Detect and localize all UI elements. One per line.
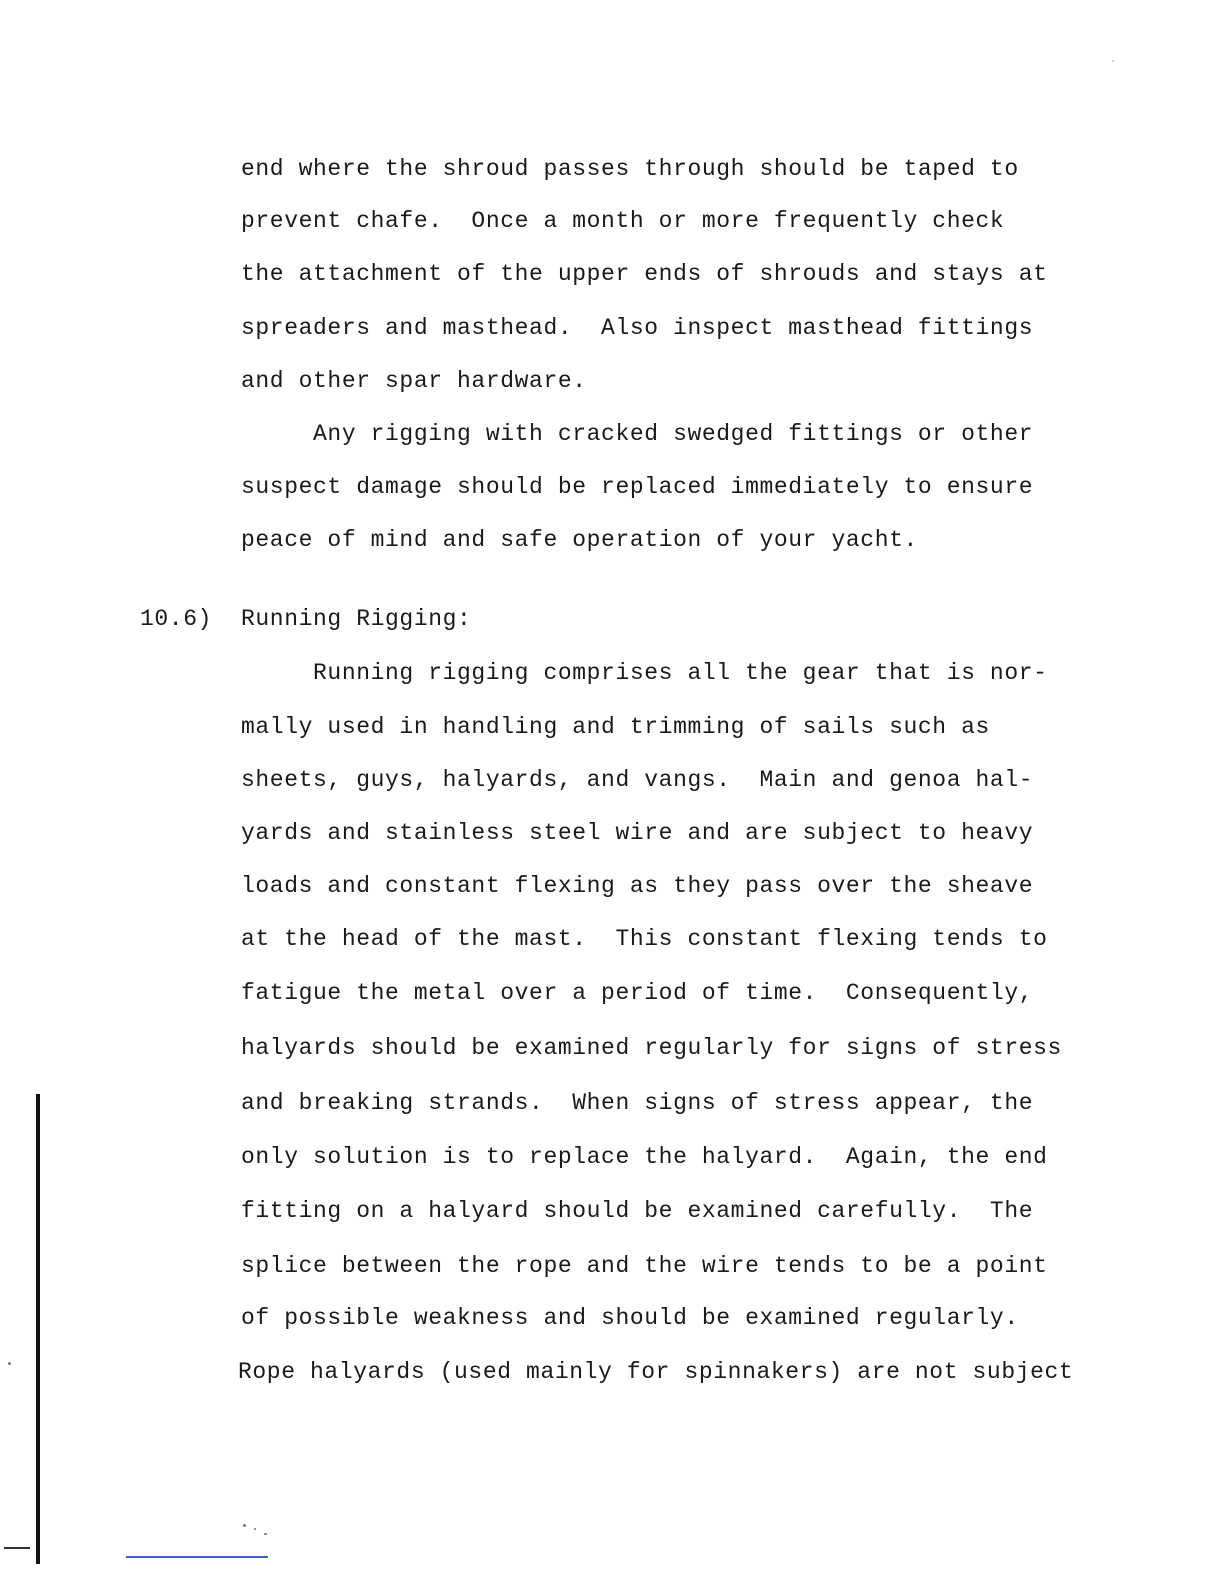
text-line: halyards should be examined regularly for signs of stress	[241, 1035, 1062, 1061]
text-line: peace of mind and safe operation of your yacht.	[241, 527, 918, 553]
text-line: spreaders and masthead. Also inspect masthead fittings	[241, 315, 1034, 341]
margin-tick	[4, 1547, 30, 1549]
text-line: end where the shroud passes through should be taped to	[241, 156, 1019, 182]
margin-bar	[36, 1094, 40, 1564]
scan-speck	[264, 1533, 267, 1535]
scan-speck	[254, 1528, 256, 1530]
text-line: sheets, guys, halyards, and vangs. Main and genoa hal-	[241, 767, 1034, 793]
text-line: and breaking strands. When signs of stress appear, the	[241, 1090, 1034, 1116]
text-line: suspect damage should be replaced immediately to ensure	[241, 474, 1034, 500]
text-line: Running rigging comprises all the gear that is nor-	[241, 660, 1048, 686]
text-line: Rope halyards (used mainly for spinnakers) are not subject	[238, 1359, 1074, 1385]
section-number: 10.6)	[140, 606, 213, 632]
scan-speck	[243, 1524, 246, 1527]
text-line: loads and constant flexing as they pass over the sheave	[241, 873, 1034, 899]
text-line: prevent chafe. Once a month or more frequently check	[241, 208, 1005, 234]
scan-speck	[8, 1362, 11, 1365]
footer-rule	[126, 1556, 268, 1558]
text-line: Any rigging with cracked swedged fittings or other	[241, 421, 1034, 447]
text-line: of possible weakness and should be examined regularly.	[241, 1305, 1019, 1331]
text-line: splice between the rope and the wire tends to be a point	[241, 1253, 1048, 1279]
text-line: yards and stainless steel wire and are subject to heavy	[241, 820, 1034, 846]
text-line: mally used in handling and trimming of sails such as	[241, 714, 990, 740]
text-line: fatigue the metal over a period of time. Consequently,	[241, 980, 1034, 1006]
text-line: and other spar hardware.	[241, 368, 587, 394]
text-line: fitting on a halyard should be examined carefully. The	[241, 1198, 1034, 1224]
scan-speck	[1112, 60, 1114, 62]
text-line: only solution is to replace the halyard. Again, the end	[241, 1144, 1048, 1170]
text-line: the attachment of the upper ends of shrouds and stays at	[241, 261, 1048, 287]
text-line: at the head of the mast. This constant flexing tends to	[241, 926, 1048, 952]
section-heading: Running Rigging:	[241, 606, 472, 632]
